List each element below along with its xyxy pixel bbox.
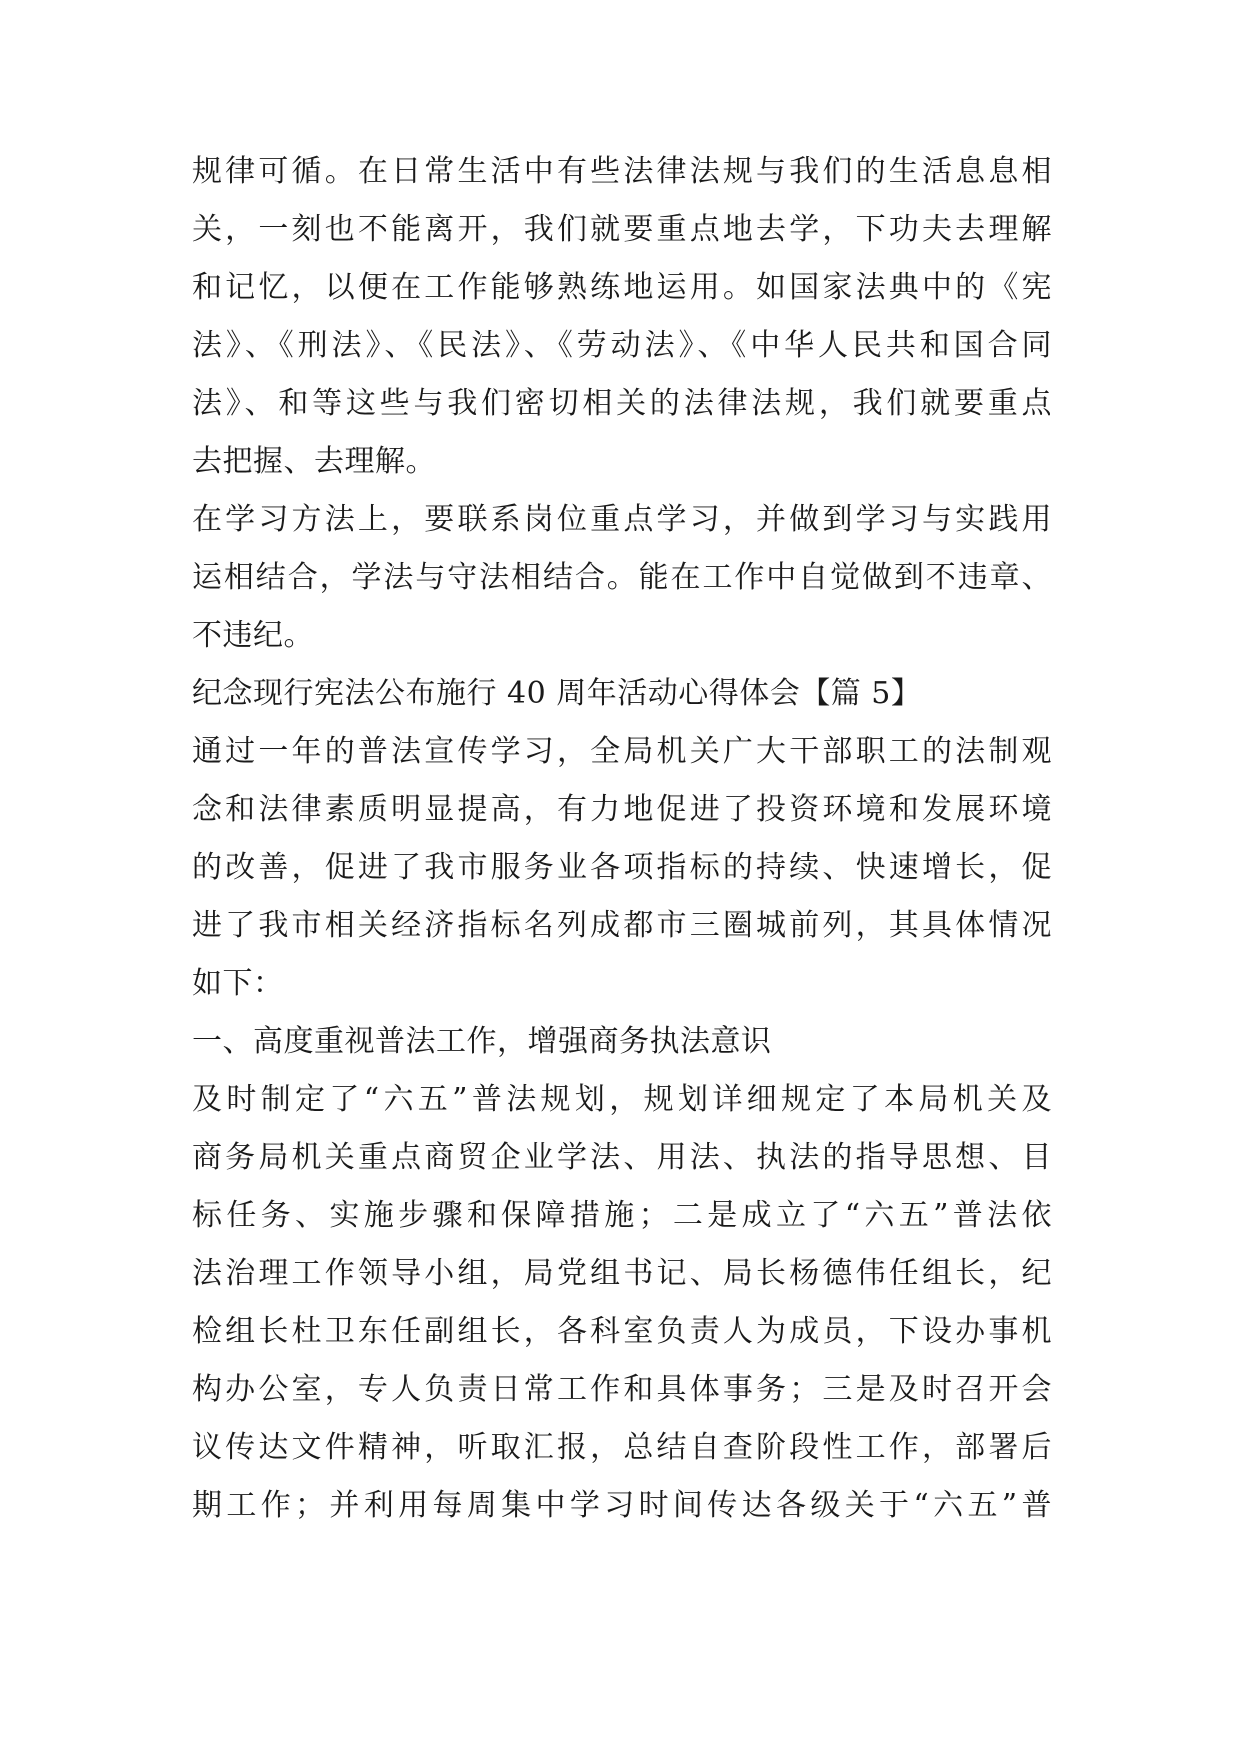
text-line: 法治理工作领导小组，局党组书记、局长杨德伟任组长，纪 (192, 1256, 1052, 1291)
text-line: 的改善，促进了我市服务业各项指标的持续、快速增长，促 (192, 850, 1052, 885)
text-line: 法》、《刑法》、《民法》、《劳动法》、《中华人民共和国合同 (192, 328, 1052, 363)
text-line: 进了我市相关经济指标名列成都市三圈城前列，其具体情况 (192, 908, 1052, 943)
text-line: 关，一刻也不能离开，我们就要重点地去学，下功夫去理解 (192, 212, 1052, 247)
text-line: 议传达文件精神，听取汇报，总结自查阶段性工作，部署后 (192, 1430, 1052, 1465)
text-line: 法》、和等这些与我们密切相关的法律法规，我们就要重点 (192, 386, 1052, 421)
text-line: 运相结合，学法与守法相结合。能在工作中自觉做到不违章、 (192, 560, 1052, 595)
text-line: 检组长杜卫东任副组长，各科室负责人为成员，下设办事机 (192, 1314, 1052, 1349)
subsection-heading: 一、高度重视普法工作，增强商务执法意识 (192, 1024, 772, 1059)
text-line: 规律可循。在日常生活中有些法律法规与我们的生活息息相 (192, 154, 1052, 189)
text-line: 期工作；并利用每周集中学习时间传达各级关于“六五”普 (192, 1488, 1052, 1523)
text-line: 及时制定了“六五”普法规划，规划详细规定了本局机关及 (192, 1082, 1052, 1117)
section-heading: 纪念现行宪法公布施行 40 周年活动心得体会【篇 5】 (192, 676, 922, 711)
text-line: 通过一年的普法宣传学习，全局机关广大干部职工的法制观 (192, 734, 1052, 769)
text-line: 念和法律素质明显提高，有力地促进了投资环境和发展环境 (192, 792, 1052, 827)
text-line: 在学习方法上，要联系岗位重点学习，并做到学习与实践用 (192, 502, 1052, 537)
text-line: 如下： (192, 966, 284, 1001)
text-line: 去把握、去理解。 (192, 444, 436, 479)
text-line: 商务局机关重点商贸企业学法、用法、执法的指导思想、目 (192, 1140, 1052, 1175)
text-line: 标任务、实施步骤和保障措施；二是成立了“六五”普法依 (192, 1198, 1052, 1233)
text-line: 和记忆，以便在工作能够熟练地运用。如国家法典中的《宪 (192, 270, 1052, 305)
text-line: 构办公室，专人负责日常工作和具体事务；三是及时召开会 (192, 1372, 1052, 1407)
text-line: 不违纪。 (192, 618, 314, 653)
document-body (192, 143, 1052, 1535)
